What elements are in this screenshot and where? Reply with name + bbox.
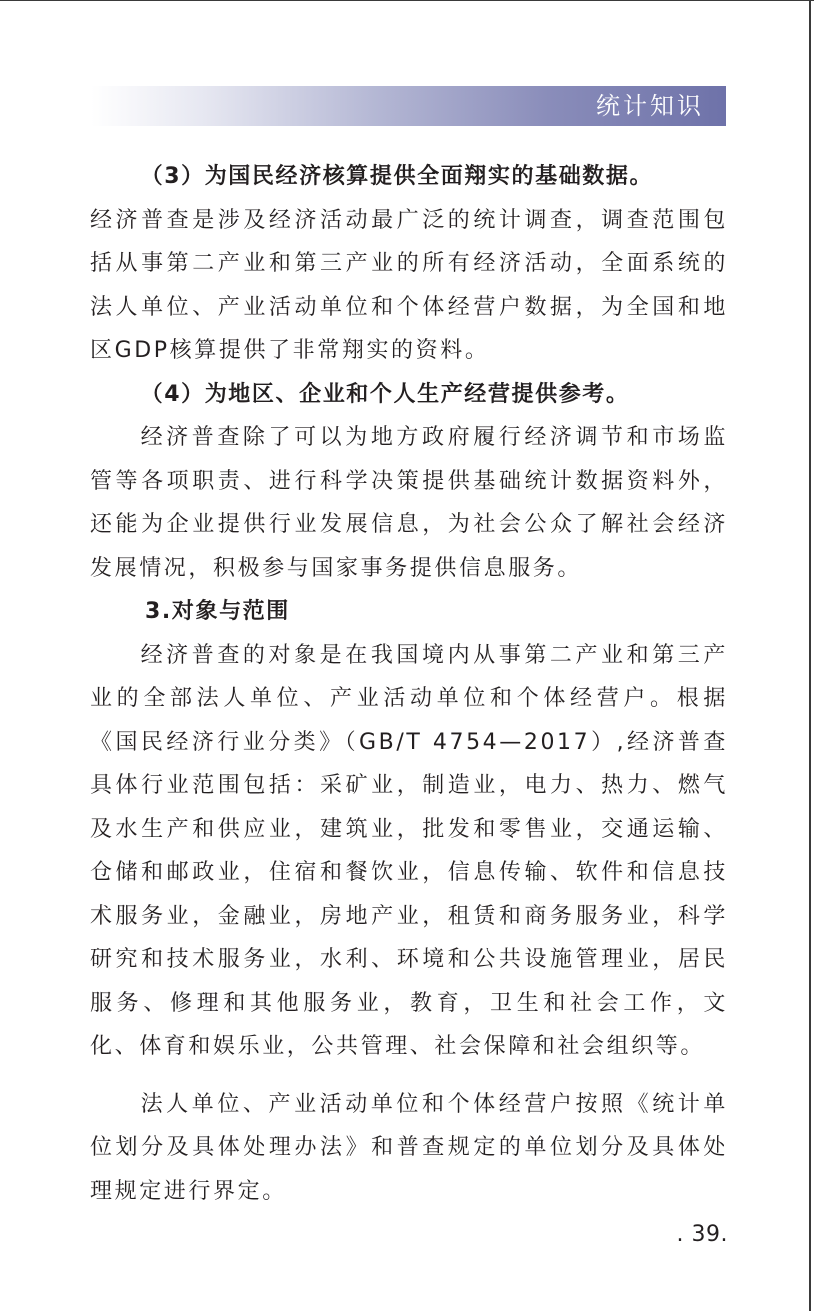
page-number: . 39. [676,1222,728,1247]
section-header-band [91,86,726,126]
section-heading-objects-scope: 3.对象与范围 [145,599,290,624]
body-paragraph: 经济普查的对象是在我国境内从事第二产业和第三产业的全部法人单位、产业活动单位和个体经营户。根据《国民经济行业分类》（GB/T 4754—2017）,经济普查具体行业范围包括：采矿业，制造业，电力、热力、燃气及水生产和供应业，建筑业，批发和零售业，交通运输、仓储和邮政业，住宿和餐饮业，信息传输、软件和信息技术服务业，金融业，房地产业，租赁和商务服务业，科学研究和技术服务业，水利、环境和公共设施管理业，居民服务、修理和其他服务业，教育，卫生和社会工作，文化、体育和娱乐业，公共管理、社会保障和社会组织等。 [90,642,728,1059]
page-top-edge [0,0,814,1]
subheading-4: （4）为地区、企业和个人生产经营提供参考。 [140,381,630,407]
subheading-3: （3）为国民经济核算提供全面翔实的基础数据。 [140,164,654,189]
page-right-edge [809,0,811,1311]
body-paragraph: 经济普查除了可以为地方政府履行经济调节和市场监管等各项职责、进行科学决策提供基础统计数据资料外，还能为企业提供行业发展信息，为社会公众了解社会经济发展情况，积极参与国家事务提供信息服务。 [90,425,728,581]
page-body [90,155,728,1213]
section-title: 统计知识 [596,92,704,120]
body-paragraph: 法人单位、产业活动单位和个体经营户按照《统计单位划分及具体处理办法》和普查规定的单位划分及具体处理规定进行界定。 [90,1091,728,1204]
body-paragraph: 经济普查是涉及经济活动最广泛的统计调查，调查范围包括从事第二产业和第三产业的所有经济活动，全面系统的法人单位、产业活动单位和个体经营户数据，为全国和地区GDP核算提供了非常翔实的资料。 [90,207,728,363]
